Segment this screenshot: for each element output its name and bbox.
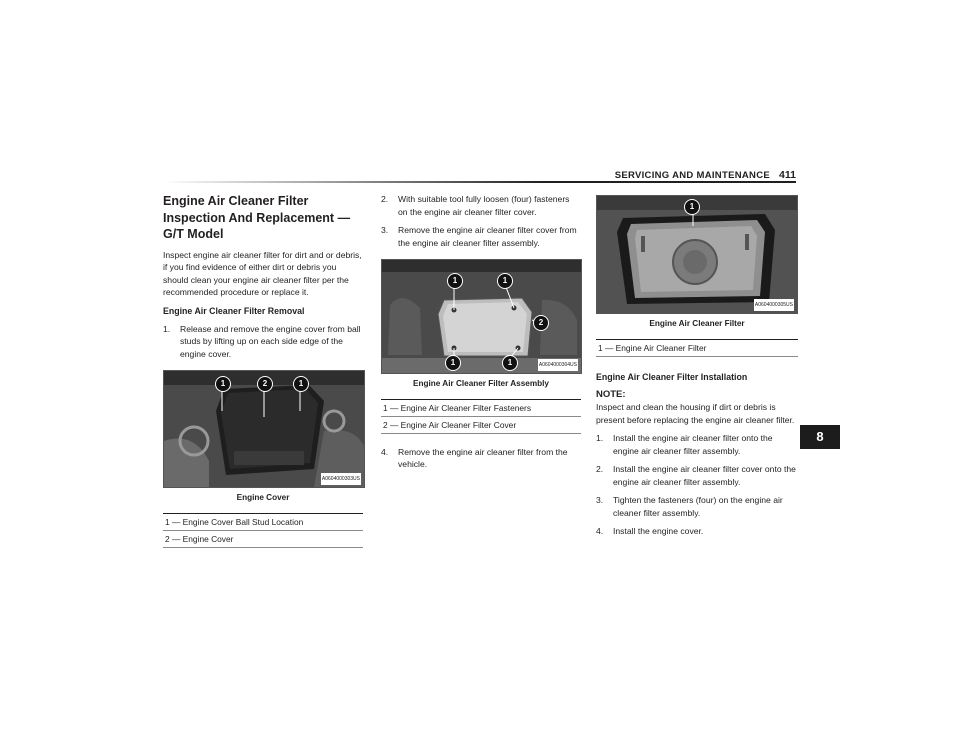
figure-caption: Engine Air Cleaner Filter Assembly <box>413 379 549 388</box>
step-item <box>381 224 581 249</box>
step-number: 2. <box>596 464 604 474</box>
step-item <box>596 463 798 488</box>
column-1 <box>163 193 363 548</box>
step-text: Release and remove the engine cover from ball studs by lifting up on each side edge of the engine cover. <box>180 323 361 359</box>
step-number: 2. <box>381 194 389 204</box>
step-item <box>381 193 581 218</box>
figure-caption: Engine Cover <box>236 493 290 502</box>
step-number: 1. <box>163 323 171 334</box>
callout-badge: 1 <box>497 273 513 289</box>
callout-badge: 1 <box>447 273 463 289</box>
step-text: Tighten the fasteners (four) on the engine air cleaner filter assembly. <box>613 495 783 518</box>
figure-code: A0604000305US <box>754 299 794 312</box>
legend-row: 2 — Engine Cover <box>163 531 363 548</box>
legend-row: 2 — Engine Air Cleaner Filter Cover <box>381 417 581 434</box>
callout-badge: 1 <box>502 355 518 371</box>
column-2 <box>381 193 581 477</box>
step-number: 4. <box>381 446 389 457</box>
step-item <box>596 432 798 457</box>
section-heading: Engine Air Cleaner Filter Inspection And Replacement — G/T Model <box>163 194 351 241</box>
callout-badge: 1 <box>293 376 309 392</box>
engine-cover-figure <box>163 370 365 488</box>
step-text: Remove the engine air cleaner filter cover from the engine air cleaner filter assembly. <box>398 225 577 248</box>
note-label: NOTE: <box>596 388 626 400</box>
figure-legend <box>381 399 581 434</box>
step-item <box>596 525 798 538</box>
step-text: Install the engine air cleaner filter onto the engine air cleaner filter assembly. <box>613 433 773 456</box>
callout-badge: 2 <box>257 376 273 392</box>
figure-code: A0604000303US <box>321 473 361 486</box>
page-number: 411 <box>779 169 796 181</box>
callout-badge: 1 <box>215 376 231 392</box>
installation-subheading: Engine Air Cleaner Filter Installation <box>596 371 748 382</box>
section-title: SERVICING AND MAINTENANCE <box>614 170 770 181</box>
legend-row: 1 — Engine Cover Ball Stud Location <box>163 514 363 531</box>
callout-badge: 1 <box>445 355 461 371</box>
filter-assembly-figure <box>381 259 582 374</box>
step-text: With suitable tool fully loosen (four) fasteners on the engine air cleaner filter cover. <box>398 194 570 217</box>
filter-assembly-illustration <box>382 260 581 373</box>
figure-code: A0604000304US <box>538 359 578 372</box>
figure-legend <box>163 513 363 548</box>
figure-legend <box>596 339 798 357</box>
step-number: 1. <box>596 433 604 443</box>
column-3 <box>596 193 798 544</box>
figure-caption: Engine Air Cleaner Filter <box>649 319 745 328</box>
callout-badge: 1 <box>684 199 700 215</box>
step-item <box>163 323 363 361</box>
step-text: Install the engine air cleaner filter cover onto the engine air cleaner filter assembly. <box>613 464 796 487</box>
step-item <box>381 446 581 471</box>
callout-badge: 2 <box>533 315 549 331</box>
step-number: 4. <box>596 526 604 536</box>
legend-row: 1 — Engine Air Cleaner Filter <box>596 340 798 357</box>
air-filter-illustration <box>597 196 797 313</box>
step-text: Remove the engine air cleaner filter from the vehicle. <box>398 446 568 469</box>
legend-row: 1 — Engine Air Cleaner Filter Fasteners <box>381 400 581 417</box>
intro-paragraph: Inspect engine air cleaner filter for dirt and or debris, if you find evidence of either dirt or debris you should clean your engine air cleaner filter per the recommended procedure or replace it. <box>163 249 362 297</box>
removal-subheading: Engine Air Cleaner Filter Removal <box>163 305 305 316</box>
step-number: 3. <box>381 225 389 235</box>
air-filter-figure <box>596 195 798 314</box>
note-text: Inspect and clean the housing if dirt or debris is present before replacing the engine air cleaner filter. <box>596 402 795 425</box>
step-text: Install the engine cover. <box>613 526 704 536</box>
header-rule-fade <box>163 181 543 183</box>
step-item <box>596 494 798 519</box>
step-number: 3. <box>596 495 604 505</box>
chapter-tab: 8 <box>800 425 840 449</box>
